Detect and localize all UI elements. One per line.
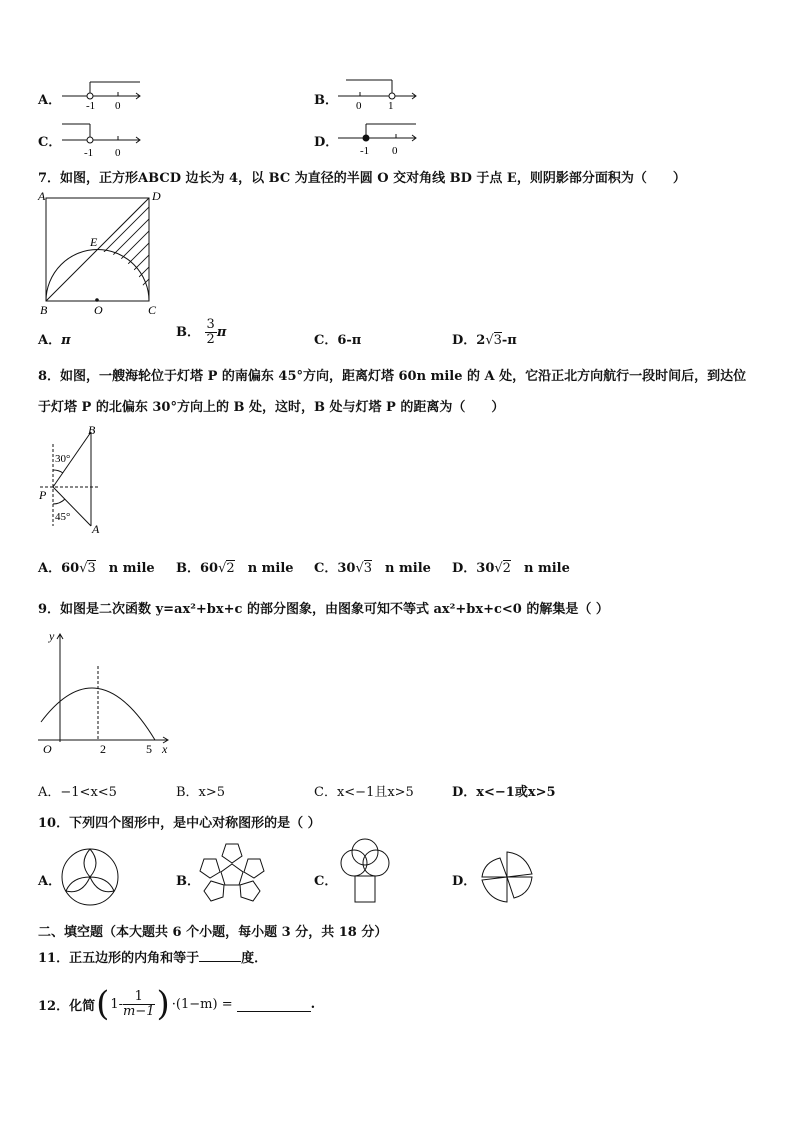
q7-option-d-label: D．: [452, 333, 477, 348]
q8-angle-30: 30°: [55, 453, 71, 465]
q7-option-c-label: C．: [314, 333, 338, 348]
q8-option-d: D．30√2 n mile: [452, 561, 570, 576]
q6-option-c-number-line: [60, 118, 145, 158]
q12-tail: ·(1−m) =: [171, 996, 233, 1012]
q6-option-a-number-line: [60, 78, 145, 110]
q11-stem-pre: 11．正五边形的内角和等于: [38, 951, 200, 966]
q8-stem-line-1: 8．如图，一艘海轮位于灯塔 P 的南偏东 45°方向，距离灯塔 60n mile 的 A 处，它沿正北方向航行一段时间后，到达位: [38, 369, 747, 384]
q7-option-c: [314, 329, 361, 348]
q6-a-tick-1: -1: [86, 100, 96, 110]
q9-origin: O: [43, 742, 52, 756]
q10-stem: 10．下列四个图形中，是中心对称图形的是（ ）: [38, 816, 321, 831]
q7-option-a-value: π: [61, 333, 71, 348]
q10-option-b-label: B．: [176, 874, 200, 889]
q9-tick-5: 5: [146, 742, 152, 756]
q6-option-c-label: C．: [38, 135, 62, 150]
q10-option-a-circle-leaves: [58, 845, 122, 909]
q6-d-tick-1: -1: [360, 145, 370, 157]
q10-option-c-circles-square: [334, 838, 396, 914]
q8-label-a: A: [92, 522, 100, 536]
q8-option-a: A．60√3 n mile: [38, 561, 155, 576]
q8-option-c: C．30√3 n mile: [314, 561, 431, 576]
q8-label-b: B: [88, 423, 96, 437]
q7-option-d: D．2√3-π: [452, 333, 517, 348]
q7-label-e: E: [90, 235, 98, 249]
q10-option-d-pinwheel: [474, 846, 540, 908]
q11-stem-post: 度．: [241, 951, 268, 966]
q11-answer-blank[interactable]: [199, 961, 241, 962]
q7-square-figure: [36, 188, 171, 316]
q7-option-b: [176, 318, 226, 347]
q7-label-c: C: [148, 303, 157, 316]
q12-answer-blank[interactable]: [237, 997, 311, 1012]
q9-option-a: A．−1<x<5: [38, 785, 117, 800]
q8-option-b: B．60√2 n mile: [176, 561, 294, 576]
q6-d-tick-2: 0: [392, 145, 398, 157]
q9-axis-y: y: [49, 629, 55, 643]
q10-option-d-label: D．: [452, 874, 477, 889]
q6-c-tick-2: 0: [115, 147, 121, 158]
q7-label-o: O: [94, 303, 103, 316]
q12: 12．化简 ( 1- $\frac{1}{m-1}$ ) ·(1−m) = .: [38, 984, 316, 1024]
q7-label-b: B: [40, 303, 48, 316]
q7-option-c-value: 6-π: [337, 333, 362, 348]
q8-angle-45: 45°: [55, 511, 71, 523]
q6-option-b-label: B．: [314, 93, 338, 108]
q7-stem: 7．如图，正方形ABCD 边长为 4，以 BC 为直径的半圆 O 交对角线 BD 于点 E，则阴影部分面积为（ ）: [38, 171, 686, 186]
q6-a-tick-2: 0: [115, 100, 121, 110]
q7-label-d: D: [152, 189, 161, 203]
q7-option-d-radicand: 3: [493, 333, 502, 348]
q7-option-a-label: A．: [38, 333, 62, 348]
q10-option-c-label: C．: [314, 874, 338, 889]
q7-option-b-pi: π: [216, 325, 227, 340]
q7-option-b-label: B．: [176, 325, 200, 340]
q6-option-b-number-line: [336, 74, 421, 110]
q6-option-d-number-line: [336, 118, 421, 158]
q6-b-tick-2: 1: [388, 100, 394, 110]
q10-option-b-pentagons: [196, 840, 268, 912]
q7-option-b-fraction: $\frac{3}{2}$: [206, 317, 215, 347]
q6-option-a-label: A．: [38, 93, 62, 108]
q9-option-b: B．x>5: [176, 785, 226, 800]
q9-parabola-graph: [36, 626, 176, 758]
section-2-title: 二、填空题（本大题共 6 个小题，每小题 3 分，共 18 分）: [38, 925, 388, 940]
q12-label: 12．化简: [38, 998, 96, 1014]
q9-tick-2: 2: [100, 742, 106, 756]
q9-option-d: D．x<−1或x>5: [452, 785, 556, 800]
q9-axis-x: x: [162, 742, 168, 756]
q10-option-a-label: A．: [38, 874, 62, 889]
q8-label-p: P: [39, 488, 47, 502]
q8-stem-line-2: 于灯塔 P 的北偏东 30°方向上的 B 处，这时，B 处与灯塔 P 的距离为（ ）: [38, 400, 505, 415]
q6-option-d-label: D．: [314, 135, 339, 150]
q11: [38, 947, 267, 966]
q12-fraction: $\frac{1}{m-1}$: [123, 988, 155, 1019]
q6-b-tick-1: 0: [356, 100, 362, 110]
q9-stem: 9．如图是二次函数 y=ax²+bx+c 的部分图象，由图象可知不等式 ax²+bx+c<0 的解集是（ ）: [38, 602, 609, 617]
q6-c-tick-1: -1: [84, 147, 94, 158]
q9-option-c: C．x<−1且x>5: [314, 785, 414, 800]
q7-label-a: A: [38, 189, 46, 203]
q8-lighthouse-figure: [36, 422, 111, 537]
q7-option-a: [38, 329, 71, 348]
